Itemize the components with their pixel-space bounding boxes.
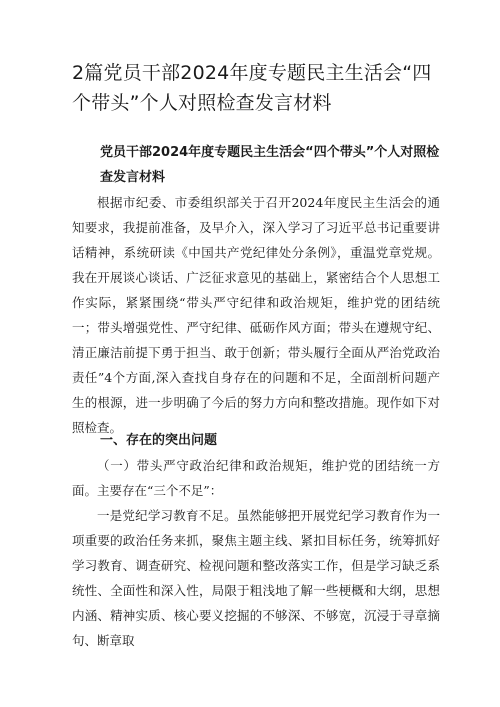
document-title: 2篇党员干部2024年度专题民主生活会“四个带头”个人对照检查发言材料 bbox=[72, 62, 432, 114]
subsection-paragraph: （一）带头严守政治纪律和政治规矩，维护党的团结统一方面。主要存在“三个不足”： bbox=[72, 458, 440, 498]
section-heading: 一、存在的突出问题 bbox=[100, 433, 218, 448]
intro-paragraph: 根据市纪委、市委组织部关于召开2024年度民主生活会的通知要求，我提前准备，及早介入，深入学习了习近平总书记重要讲话精神，系统研读《中国共产党纪律处分条例》，重温党章党规。我在开展谈心谈话、广泛征求意见的基础上，紧密结合个人思想工作实际，紧紧围绕“带头严守纪律和政治规矩，维护党的团结统一；带头增强党性、严守纪律、砥砺作风方面；带头在遵规守纪、清正廉洁前提下勇于担当、敢于创新；带头履行全面从严治党政治责任”4个方面,深入查找自身存在的问题和不足，全面剖析问题产生的根源，进一步明确了今后的努力方向和整改措施。现作如下对照检查。 bbox=[72, 195, 440, 435]
body-paragraph: 一是党纪学习教育不足。虽然能够把开展党纪学习教育作为一项重要的政治任务来抓，聚焦主题主线、紧扣目标任务，统筹抓好学习教育、调查研究、检视问题和整改落实工作，但是学习缺乏系统性、全面性和深入性，局限于粗浅地了解一些梗概和大纲，思想内涵、精神实质、核心要义挖掘的不够深、不够宽，沉浸于寻章摘句、断章取 bbox=[72, 508, 440, 648]
document-subtitle: 党员干部2024年度专题民主生活会“四个带头”个人对照检查发言材料 bbox=[100, 145, 440, 185]
